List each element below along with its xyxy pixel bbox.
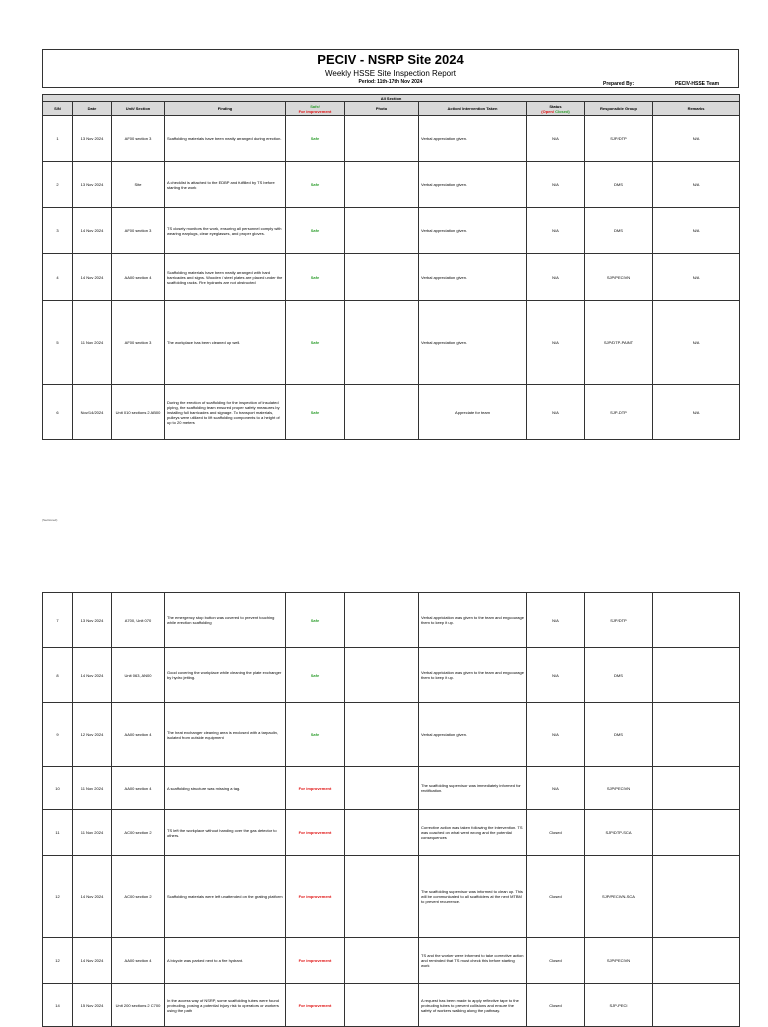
cell-category: For improvement bbox=[286, 938, 345, 984]
cell-photo bbox=[345, 593, 419, 648]
cell-group: DMS bbox=[585, 208, 653, 254]
cell-group: DMS bbox=[585, 703, 653, 767]
cell-date: 14 Nov 2024 bbox=[73, 648, 112, 703]
cell-group: SJP/DTP bbox=[585, 116, 653, 162]
table-row bbox=[43, 648, 740, 703]
cell-remarks: N/A bbox=[653, 208, 740, 254]
cell-sn: 6 bbox=[43, 385, 73, 440]
cell-category: For improvement bbox=[286, 856, 345, 938]
table-row bbox=[43, 162, 740, 208]
cell-photo bbox=[345, 648, 419, 703]
col-category bbox=[286, 102, 345, 116]
table-row bbox=[43, 984, 740, 1027]
col-photo: Photo bbox=[345, 102, 419, 116]
inspection-table-page2 bbox=[42, 592, 740, 1027]
cell-photo bbox=[345, 984, 419, 1027]
cell-group: SJP/PECIVN bbox=[585, 254, 653, 301]
cell-remarks bbox=[653, 593, 740, 648]
table-row bbox=[43, 385, 740, 440]
cell-date: 13 Nov 2024 bbox=[73, 593, 112, 648]
page-note: (Sectioned) bbox=[42, 518, 58, 522]
cell-sn: 4 bbox=[43, 254, 73, 301]
cell-date: 14 Nov 2024 bbox=[73, 856, 112, 938]
cell-action: The scaffolding supervisor was immediately informed for rectification. bbox=[419, 767, 527, 810]
cell-status: Closed bbox=[527, 984, 585, 1027]
cell-action: Corrective action was taken following the intervention. TS was coached on what went wrong and the potential consequences bbox=[419, 810, 527, 856]
cell-sn: 9 bbox=[43, 703, 73, 767]
report-period: Period: 11th-17th Nov 2024 bbox=[358, 79, 423, 85]
cell-category: Safe bbox=[286, 593, 345, 648]
cell-unit: A700, Unit 070 bbox=[112, 593, 165, 648]
cell-group: SJP/PECIVN bbox=[585, 938, 653, 984]
cell-status: N/A bbox=[527, 208, 585, 254]
cell-unit: Unit 010 sections 2 AB00 bbox=[112, 385, 165, 440]
cell-photo bbox=[345, 162, 419, 208]
cell-finding: TS left the workplace without handing over the gas detector to others. bbox=[165, 810, 286, 856]
cell-finding: The workplace has been cleaned up well. bbox=[165, 301, 286, 385]
cell-date: 14 Nov 2024 bbox=[73, 208, 112, 254]
cell-category: Safe bbox=[286, 254, 345, 301]
cell-remarks: N/A bbox=[653, 162, 740, 208]
cell-remarks bbox=[653, 856, 740, 938]
cell-finding: The emergency stop button was covered to prevent touching while erection scaffolding bbox=[165, 593, 286, 648]
col-status bbox=[527, 102, 585, 116]
cell-remarks bbox=[653, 810, 740, 856]
cell-action: Appreciate for team bbox=[419, 385, 527, 440]
cell-category: Safe bbox=[286, 703, 345, 767]
cell-category: Safe bbox=[286, 208, 345, 254]
cell-group: SJP/DTP bbox=[585, 593, 653, 648]
cell-category: For improvement bbox=[286, 767, 345, 810]
cell-category: For improvement bbox=[286, 984, 345, 1027]
cell-date: 13 Nov 2024 bbox=[73, 162, 112, 208]
cell-date: 11 Nov 2024 bbox=[73, 767, 112, 810]
col-status-closed: Closed) bbox=[555, 108, 570, 114]
cell-action: Verbal appreciation given. bbox=[419, 162, 527, 208]
cell-unit: AF00 section 3 bbox=[112, 208, 165, 254]
cell-remarks: N/A bbox=[653, 254, 740, 301]
cell-status: N/A bbox=[527, 648, 585, 703]
cell-status: N/A bbox=[527, 767, 585, 810]
cell-status: Closed bbox=[527, 856, 585, 938]
table-row bbox=[43, 593, 740, 648]
cell-finding: A bicycle was parked next to a fire hydrant. bbox=[165, 938, 286, 984]
cell-date: 15 Nov 2024 bbox=[73, 984, 112, 1027]
table-row bbox=[43, 208, 740, 254]
col-group: Responsible Group bbox=[585, 102, 653, 116]
col-unit: Unit/ Section bbox=[112, 102, 165, 116]
cell-sn: 5 bbox=[43, 301, 73, 385]
cell-date: 11 Nov 2024 bbox=[73, 301, 112, 385]
table-row bbox=[43, 938, 740, 984]
cell-group: SJP-PECI bbox=[585, 984, 653, 1027]
cell-finding: Scaffolding materials were left unattended on the grating platform bbox=[165, 856, 286, 938]
cell-unit: AF00 section 3 bbox=[112, 301, 165, 385]
cell-group: DMS bbox=[585, 162, 653, 208]
cell-finding: Scaffolding materials have been neatly arranged with hard barricades and signs. Wooden / steel plates are placed under the scaffolding racks. Fire hydrants are not obstructed bbox=[165, 254, 286, 301]
cell-sn: 11 bbox=[43, 810, 73, 856]
cell-action: The scaffolding supervisor was informed to clean up. This will be communicated to all scaffolders at the next MTBM to prevent recurrence. bbox=[419, 856, 527, 938]
cell-action: Verbal appreciation given. bbox=[419, 301, 527, 385]
cell-unit: AA00 section 4 bbox=[112, 254, 165, 301]
cell-photo bbox=[345, 767, 419, 810]
cell-date: 13 Nov 2024 bbox=[73, 116, 112, 162]
col-status-open: (Open/ bbox=[541, 108, 554, 114]
cell-group: SJP/DTP-PAINT bbox=[585, 301, 653, 385]
table-row bbox=[43, 254, 740, 301]
cell-status: Closed bbox=[527, 938, 585, 984]
cell-remarks bbox=[653, 938, 740, 984]
cell-unit: AC00 section 2 bbox=[112, 856, 165, 938]
report-subtitle: Weekly HSSE Site Inspection Report bbox=[324, 69, 457, 78]
cell-status: N/A bbox=[527, 116, 585, 162]
cell-status: N/A bbox=[527, 301, 585, 385]
table-row bbox=[43, 767, 740, 810]
col-action: Action/ Intervention Taken bbox=[419, 102, 527, 116]
cell-finding: In the access way of NSRP, some scaffolding tubes were found protruding, posing a potential injury risk to operators or workers using the path bbox=[165, 984, 286, 1027]
cell-action: Verbal appreciation given. bbox=[419, 208, 527, 254]
cell-unit: Site bbox=[112, 162, 165, 208]
cell-status: N/A bbox=[527, 703, 585, 767]
section-label: All Section bbox=[43, 95, 740, 102]
cell-finding: A scaffolding structure was missing a tag. bbox=[165, 767, 286, 810]
cell-photo bbox=[345, 385, 419, 440]
col-date: Date bbox=[73, 102, 112, 116]
col-remarks: Remarks bbox=[653, 102, 740, 116]
cell-action: Verbal appreciation given. bbox=[419, 703, 527, 767]
cell-remarks bbox=[653, 703, 740, 767]
cell-status: N/A bbox=[527, 162, 585, 208]
cell-unit: AA00 section 4 bbox=[112, 767, 165, 810]
cell-remarks: N/A bbox=[653, 385, 740, 440]
cell-group: SJP/DTP-SCA bbox=[585, 810, 653, 856]
cell-finding: TS closely monitors the work, ensuring all personnel comply with wearing earplugs, clear eyeglasses, and proper gloves. bbox=[165, 208, 286, 254]
cell-group: SJP/PECIVN-SCA bbox=[585, 856, 653, 938]
report-header bbox=[42, 49, 739, 88]
cell-date: 12 Nov 2024 bbox=[73, 703, 112, 767]
cell-unit: AF00 section 3 bbox=[112, 116, 165, 162]
table-row bbox=[43, 810, 740, 856]
cell-photo bbox=[345, 254, 419, 301]
table-row bbox=[43, 116, 740, 162]
cell-sn: 1 bbox=[43, 116, 73, 162]
cell-date: 11 Nov 2024 bbox=[73, 810, 112, 856]
table-row bbox=[43, 301, 740, 385]
cell-photo bbox=[345, 810, 419, 856]
col-status-label: Status bbox=[549, 103, 562, 109]
cell-sn: 12 bbox=[43, 938, 73, 984]
cell-unit: AC00 section 2 bbox=[112, 810, 165, 856]
cell-category: Safe bbox=[286, 162, 345, 208]
cell-photo bbox=[345, 938, 419, 984]
cell-remarks: N/A bbox=[653, 116, 740, 162]
cell-finding: The heat exchanger cleaning area is enclosed with a tarpaulin, isolated from outside equipment bbox=[165, 703, 286, 767]
col-category-safe: Safe/ bbox=[310, 103, 320, 109]
cell-date: 14 Nov 2024 bbox=[73, 254, 112, 301]
cell-unit: AA00 section 4 bbox=[112, 938, 165, 984]
cell-action: A request has been made to apply reflective tape to the protruding tubes to prevent collisions and ensure the safety of workers walking along the pathway. bbox=[419, 984, 527, 1027]
cell-photo bbox=[345, 703, 419, 767]
cell-unit: Unit 200 sections 2 C700 bbox=[112, 984, 165, 1027]
cell-action: Verbal appreciation given. bbox=[419, 116, 527, 162]
cell-action: Verbal appreciation given. bbox=[419, 254, 527, 301]
cell-date: Nov/14/2024 bbox=[73, 385, 112, 440]
cell-finding: Scaffolding materials have been neatly arranged during erection. bbox=[165, 116, 286, 162]
cell-status: N/A bbox=[527, 385, 585, 440]
cell-status: N/A bbox=[527, 254, 585, 301]
cell-category: Safe bbox=[286, 301, 345, 385]
cell-status: Closed bbox=[527, 810, 585, 856]
cell-sn: 7 bbox=[43, 593, 73, 648]
table-row bbox=[43, 856, 740, 938]
cell-photo bbox=[345, 856, 419, 938]
col-category-imp: For improvement bbox=[298, 108, 332, 114]
cell-action: TS and the worker were informed to take corrective action and reminded that TS must check this before starting work bbox=[419, 938, 527, 984]
cell-category: For improvement bbox=[286, 810, 345, 856]
prepared-by-value: PECIV-HSSE Team bbox=[675, 81, 720, 87]
cell-remarks: N/A bbox=[653, 301, 740, 385]
cell-category: Safe bbox=[286, 116, 345, 162]
cell-finding: During the erection of scaffolding for the inspection of insulated piping, the scaffolding team ensured proper safety measures by installing full barricades and signage. To transport materials, pulleys were utilized to lift scaffolding components to a height of up to 20 meters bbox=[165, 385, 286, 440]
report-title: PECIV - NSRP Site 2024 bbox=[317, 52, 464, 67]
cell-photo bbox=[345, 208, 419, 254]
cell-sn: 10 bbox=[43, 767, 73, 810]
cell-sn: 8 bbox=[43, 648, 73, 703]
inspection-table-page1 bbox=[42, 94, 740, 440]
cell-group: SJP/PECIVN bbox=[585, 767, 653, 810]
cell-photo bbox=[345, 301, 419, 385]
table-row bbox=[43, 703, 740, 767]
cell-group: SJP-DTP bbox=[585, 385, 653, 440]
cell-unit: Unit 063, AN00 bbox=[112, 648, 165, 703]
cell-action: Verbal appriciation was given to the team and engcourage them to keep it up. bbox=[419, 593, 527, 648]
cell-action: Verbal appriciation was given to the team and engcourage them to keep it up. bbox=[419, 648, 527, 703]
cell-unit: AA00 section 4 bbox=[112, 703, 165, 767]
cell-remarks bbox=[653, 984, 740, 1027]
cell-category: Safe bbox=[286, 385, 345, 440]
cell-date: 14 Nov 2024 bbox=[73, 938, 112, 984]
cell-status: N/A bbox=[527, 593, 585, 648]
cell-sn: 14 bbox=[43, 984, 73, 1027]
cell-remarks bbox=[653, 648, 740, 703]
prepared-by-label: Prepared By: bbox=[603, 81, 635, 87]
cell-sn: 12 bbox=[43, 856, 73, 938]
cell-finding: A checklist is attached to the EDBP and fulfilled by TS before starting the work bbox=[165, 162, 286, 208]
cell-photo bbox=[345, 116, 419, 162]
cell-sn: 3 bbox=[43, 208, 73, 254]
cell-category: Safe bbox=[286, 648, 345, 703]
col-finding: Finding bbox=[165, 102, 286, 116]
cell-finding: Good covering the workplace while cleaning the plate exchanger by hydro jetting. bbox=[165, 648, 286, 703]
cell-sn: 2 bbox=[43, 162, 73, 208]
col-sn: S/N bbox=[43, 102, 73, 116]
cell-group: DMS bbox=[585, 648, 653, 703]
cell-remarks bbox=[653, 767, 740, 810]
